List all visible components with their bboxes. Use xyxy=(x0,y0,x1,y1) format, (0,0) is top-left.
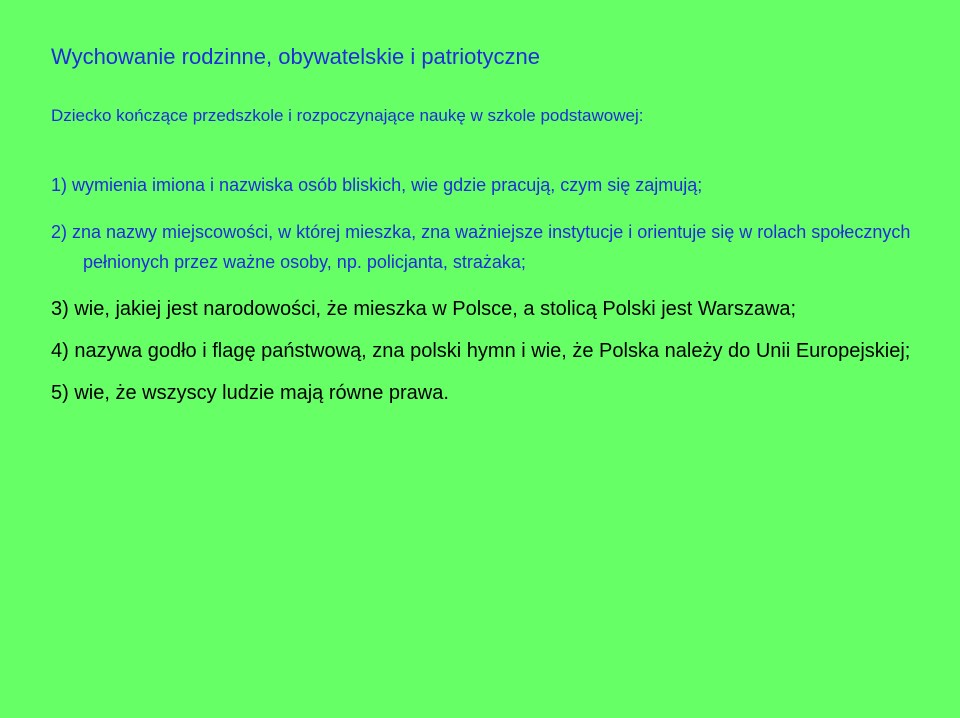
list-item-4: 4) nazywa godło i flagę państwową, zna polski hymn i wie, że Polska należy do Unii Europejskiej; xyxy=(51,340,911,362)
list-item-3: 3) wie, jakiej jest narodowości, że mieszka w Polsce, a stolicą Polski jest Warszawa; xyxy=(51,298,797,320)
list-item-5: 5) wie, że wszyscy ludzie mają równe prawa. xyxy=(51,382,449,404)
list-item-2: 2) zna nazwy miejscowości, w której mieszka, zna ważniejsze instytucje i orientuje się w rolach społecznych pełnionych przez ważne osoby, np. policjanta, strażaka; xyxy=(51,222,911,272)
slide-title: Wychowanie rodzinne, obywatelskie i patriotyczne xyxy=(51,44,540,69)
list-item-1: 1) wymienia imiona i nazwiska osób bliskich, wie gdzie pracują, czym się zajmują; xyxy=(51,175,703,195)
requirements-list xyxy=(51,170,931,420)
slide-subtitle: Dziecko kończące przedszkole i rozpoczynające naukę w szkole podstawowej: xyxy=(51,106,644,125)
